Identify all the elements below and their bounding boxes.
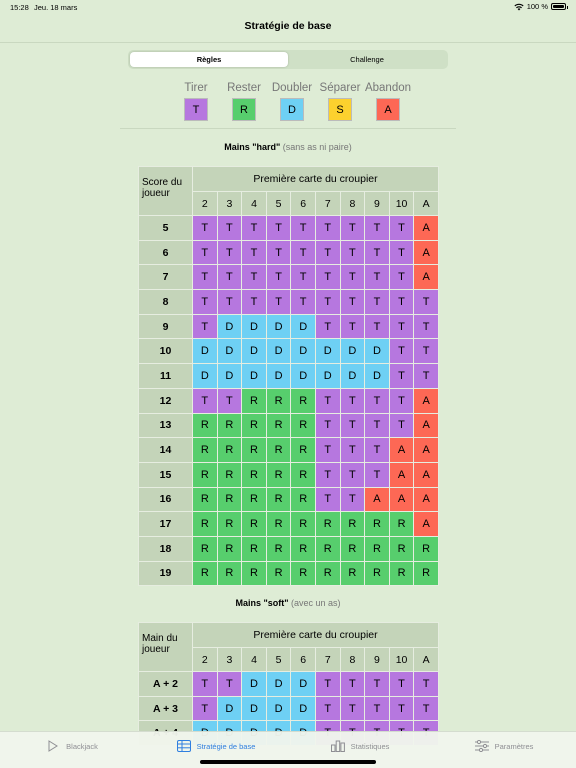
strategy-cell: R xyxy=(193,487,218,512)
sliders-icon xyxy=(475,740,489,752)
dealer-card-column: 5 xyxy=(266,648,291,672)
strategy-cell: T xyxy=(365,696,390,721)
strategy-cell: T xyxy=(340,438,365,463)
strategy-cell: A xyxy=(389,462,414,487)
table-row xyxy=(139,290,439,315)
strategy-cell: T xyxy=(315,487,340,512)
strategy-cell: A xyxy=(414,462,439,487)
strategy-cell: R xyxy=(291,438,316,463)
strategy-cell: R xyxy=(291,512,316,537)
strategy-cell: D xyxy=(291,696,316,721)
strategy-cell: T xyxy=(193,672,218,697)
strategy-cell: R xyxy=(217,413,242,438)
table-row xyxy=(139,364,439,389)
strategy-cell: A xyxy=(414,487,439,512)
strategy-cell: T xyxy=(193,388,218,413)
hard-subtitle: (sans as ni paire) xyxy=(282,142,352,152)
strategy-cell: D xyxy=(315,339,340,364)
legend-label: Rester xyxy=(227,82,261,94)
table-row xyxy=(139,339,439,364)
strategy-cell: R xyxy=(291,388,316,413)
strategy-cell: R xyxy=(291,561,316,586)
dealer-card-column: 6 xyxy=(291,192,316,216)
row-label: 17 xyxy=(139,512,193,537)
dealer-card-column: A xyxy=(414,192,439,216)
status-right xyxy=(514,2,566,11)
strategy-cell: T xyxy=(315,216,340,241)
strategy-cell: T xyxy=(315,265,340,290)
strategy-cell: D xyxy=(340,364,365,389)
dealer-card-column: 2 xyxy=(193,648,218,672)
strategy-cell: T xyxy=(340,696,365,721)
table-row xyxy=(139,462,439,487)
dealer-card-column: 2 xyxy=(193,192,218,216)
row-label: 7 xyxy=(139,265,193,290)
strategy-cell: T xyxy=(340,314,365,339)
table-row xyxy=(139,536,439,561)
mode-segmented-control xyxy=(128,50,448,69)
strategy-cell: D xyxy=(291,672,316,697)
strategy-cell: T xyxy=(340,240,365,265)
strategy-cell: D xyxy=(266,364,291,389)
strategy-cell: T xyxy=(217,240,242,265)
strategy-cell: R xyxy=(315,561,340,586)
strategy-cell: R xyxy=(291,462,316,487)
strategy-cell: T xyxy=(389,672,414,697)
strategy-cell: R xyxy=(242,561,267,586)
strategy-cell: T xyxy=(315,240,340,265)
soft-section-title xyxy=(0,598,576,608)
strategy-cell: T xyxy=(315,388,340,413)
strategy-cell: T xyxy=(389,364,414,389)
strategy-cell: T xyxy=(389,265,414,290)
strategy-cell: R xyxy=(242,438,267,463)
strategy-cell: A xyxy=(414,413,439,438)
strategy-cell: R xyxy=(193,536,218,561)
row-label: 9 xyxy=(139,314,193,339)
strategy-cell: T xyxy=(340,290,365,315)
strategy-cell: D xyxy=(266,696,291,721)
strategy-cell: T xyxy=(389,413,414,438)
strategy-cell: D xyxy=(365,339,390,364)
strategy-cell: T xyxy=(193,216,218,241)
strategy-cell: R xyxy=(291,487,316,512)
row-label: 10 xyxy=(139,339,193,364)
strategy-cell: T xyxy=(242,265,267,290)
table-row xyxy=(139,388,439,413)
strategy-cell: R xyxy=(340,512,365,537)
table-row xyxy=(139,696,439,721)
dealer-card-column: 3 xyxy=(217,648,242,672)
soft-strategy-table xyxy=(138,622,439,746)
table-row xyxy=(139,265,439,290)
strategy-cell: T xyxy=(365,672,390,697)
strategy-cell: T xyxy=(340,462,365,487)
strategy-cell: T xyxy=(389,240,414,265)
strategy-cell: T xyxy=(315,438,340,463)
tab-strategie[interactable] xyxy=(144,732,288,760)
strategy-cell: A xyxy=(414,438,439,463)
strategy-cell: D xyxy=(266,314,291,339)
strategy-cell: T xyxy=(365,462,390,487)
strategy-cell: T xyxy=(365,290,390,315)
strategy-cell: T xyxy=(340,672,365,697)
legend-separer xyxy=(316,82,364,121)
table-row xyxy=(139,216,439,241)
strategy-cell: D xyxy=(217,364,242,389)
strategy-cell: R xyxy=(242,512,267,537)
strategy-cell: T xyxy=(414,672,439,697)
dealer-card-column: 10 xyxy=(389,192,414,216)
table-row xyxy=(139,413,439,438)
strategy-cell: D xyxy=(242,364,267,389)
tab-label: Blackjack xyxy=(66,741,98,751)
strategy-cell: R xyxy=(340,536,365,561)
hard-strategy-table xyxy=(138,166,439,586)
battery-icon xyxy=(551,3,566,10)
strategy-cell: R xyxy=(217,536,242,561)
strategy-cell: T xyxy=(291,240,316,265)
strategy-cell: T xyxy=(217,672,242,697)
strategy-cell: D xyxy=(193,364,218,389)
page-title: Stratégie de base xyxy=(244,20,332,32)
strategy-cell: R xyxy=(217,561,242,586)
strategy-cell: T xyxy=(315,672,340,697)
strategy-cell: D xyxy=(291,339,316,364)
strategy-cell: R xyxy=(365,512,390,537)
table-row xyxy=(139,672,439,697)
strategy-cell: T xyxy=(365,413,390,438)
strategy-cell: D xyxy=(217,314,242,339)
strategy-cell: T xyxy=(414,314,439,339)
strategy-cell: R xyxy=(266,462,291,487)
strategy-cell: T xyxy=(340,487,365,512)
strategy-cell: T xyxy=(266,265,291,290)
strategy-cell: T xyxy=(365,438,390,463)
strategy-cell: R xyxy=(365,536,390,561)
strategy-cell: T xyxy=(389,339,414,364)
strategy-cell: R xyxy=(414,536,439,561)
strategy-cell: T xyxy=(217,216,242,241)
row-label: 13 xyxy=(139,413,193,438)
strategy-cell: T xyxy=(266,216,291,241)
wifi-icon xyxy=(514,3,524,11)
strategy-cell: A xyxy=(389,438,414,463)
strategy-cell: D xyxy=(217,339,242,364)
table-row xyxy=(139,512,439,537)
strategy-cell: R xyxy=(340,561,365,586)
strategy-cell: T xyxy=(389,314,414,339)
tab-statistiques[interactable] xyxy=(288,732,432,760)
strategy-cell: A xyxy=(365,487,390,512)
dealer-card-column: 3 xyxy=(217,192,242,216)
strategy-cell: R xyxy=(291,413,316,438)
strategy-cell: R xyxy=(266,388,291,413)
table-row xyxy=(139,487,439,512)
row-label: 6 xyxy=(139,240,193,265)
strategy-cell: T xyxy=(193,290,218,315)
dealer-card-column: 9 xyxy=(365,192,390,216)
strategy-cell: T xyxy=(291,290,316,315)
strategy-cell: T xyxy=(365,314,390,339)
play-icon xyxy=(46,740,60,752)
strategy-cell: D xyxy=(315,364,340,389)
dealer-card-column: 4 xyxy=(242,648,267,672)
strategy-cell: R xyxy=(291,536,316,561)
strategy-cell: T xyxy=(217,265,242,290)
strategy-cell: A xyxy=(414,388,439,413)
table-row xyxy=(139,561,439,586)
dealer-card-column: 9 xyxy=(365,648,390,672)
row-label: 8 xyxy=(139,290,193,315)
strategy-cell: D xyxy=(266,672,291,697)
strategy-cell: D xyxy=(217,696,242,721)
segment-regles[interactable]: Règles xyxy=(130,52,288,67)
strategy-cell: T xyxy=(365,265,390,290)
strategy-cell: R xyxy=(266,487,291,512)
row-label: 14 xyxy=(139,438,193,463)
dealer-card-column: 7 xyxy=(315,648,340,672)
table-row xyxy=(139,314,439,339)
strategy-cell: A xyxy=(414,240,439,265)
strategy-cell: T xyxy=(340,216,365,241)
strategy-cell: R xyxy=(242,388,267,413)
strategy-cell: T xyxy=(315,413,340,438)
action-legend xyxy=(172,82,412,121)
dealer-card-column: 4 xyxy=(242,192,267,216)
tab-label: Stratégie de base xyxy=(196,741,256,751)
strategy-cell: T xyxy=(389,696,414,721)
strategy-cell: R xyxy=(266,438,291,463)
strategy-cell: R xyxy=(193,438,218,463)
legend-swatch: T xyxy=(184,98,208,121)
dealer-card-header: Première carte du croupier xyxy=(193,167,439,192)
soft-title: Mains "soft" xyxy=(235,598,289,608)
table-corner-label: Main du joueur xyxy=(139,623,193,672)
strategy-cell: R xyxy=(315,512,340,537)
strategy-cell: T xyxy=(217,388,242,413)
strategy-cell: D xyxy=(193,339,218,364)
strategy-cell: R xyxy=(242,462,267,487)
strategy-cell: T xyxy=(291,216,316,241)
strategy-cell: T xyxy=(365,240,390,265)
battery-percent: 100 % xyxy=(526,2,548,11)
status-bar xyxy=(0,0,576,14)
strategy-cell: R xyxy=(315,536,340,561)
strategy-cell: D xyxy=(242,672,267,697)
strategy-cell: T xyxy=(291,265,316,290)
segment-challenge[interactable]: Challenge xyxy=(350,55,384,64)
row-label: 15 xyxy=(139,462,193,487)
strategy-cell: T xyxy=(414,339,439,364)
strategy-cell: T xyxy=(315,314,340,339)
nav-divider xyxy=(0,42,576,43)
strategy-cell: T xyxy=(266,240,291,265)
bar-chart-icon xyxy=(331,740,345,752)
strategy-cell: T xyxy=(193,240,218,265)
legend-swatch: R xyxy=(232,98,256,121)
strategy-cell: R xyxy=(193,413,218,438)
tab-blackjack[interactable] xyxy=(0,732,144,760)
tab-label: Paramètres xyxy=(494,741,534,751)
home-indicator xyxy=(200,760,376,764)
row-label: 16 xyxy=(139,487,193,512)
hard-section-title xyxy=(0,142,576,152)
strategy-cell: T xyxy=(315,462,340,487)
tab-parametres[interactable] xyxy=(432,732,576,760)
legend-label: Séparer xyxy=(319,82,361,94)
strategy-cell: A xyxy=(414,512,439,537)
row-label: 19 xyxy=(139,561,193,586)
tab-label: Statistiques xyxy=(350,741,390,751)
legend-tirer xyxy=(172,82,220,121)
strategy-cell: R xyxy=(217,512,242,537)
row-label: 5 xyxy=(139,216,193,241)
dealer-card-column: 7 xyxy=(315,192,340,216)
dealer-card-column: 5 xyxy=(266,192,291,216)
strategy-cell: R xyxy=(242,413,267,438)
strategy-cell: R xyxy=(389,536,414,561)
status-date: Jeu. 18 mars xyxy=(34,3,78,12)
strategy-cell: R xyxy=(193,561,218,586)
dealer-card-column: 8 xyxy=(340,648,365,672)
legend-doubler xyxy=(268,82,316,121)
strategy-cell: D xyxy=(291,314,316,339)
strategy-cell: R xyxy=(365,561,390,586)
dealer-card-header: Première carte du croupier xyxy=(193,623,439,648)
strategy-cell: D xyxy=(242,339,267,364)
strategy-cell: A xyxy=(389,487,414,512)
legend-label: Tirer xyxy=(184,82,208,94)
strategy-cell: T xyxy=(242,290,267,315)
strategy-cell: R xyxy=(266,512,291,537)
hard-title: Mains "hard" xyxy=(224,142,281,152)
strategy-cell: R xyxy=(193,462,218,487)
strategy-cell: T xyxy=(365,388,390,413)
strategy-cell: T xyxy=(217,290,242,315)
strategy-cell: T xyxy=(340,265,365,290)
strategy-cell: T xyxy=(414,290,439,315)
legend-divider xyxy=(120,128,456,129)
strategy-cell: R xyxy=(266,536,291,561)
table-icon xyxy=(177,740,191,752)
table-row xyxy=(139,438,439,463)
strategy-cell: R xyxy=(266,413,291,438)
legend-label: Abandon xyxy=(364,82,412,94)
legend-label: Doubler xyxy=(271,82,313,94)
strategy-cell: R xyxy=(242,487,267,512)
strategy-cell: R xyxy=(414,561,439,586)
strategy-cell: T xyxy=(242,240,267,265)
strategy-cell: T xyxy=(315,696,340,721)
strategy-cell: D xyxy=(242,696,267,721)
strategy-cell: A xyxy=(414,265,439,290)
strategy-cell: R xyxy=(266,561,291,586)
strategy-cell: R xyxy=(217,487,242,512)
row-label: A + 3 xyxy=(139,696,193,721)
legend-swatch: A xyxy=(376,98,400,121)
strategy-cell: D xyxy=(242,314,267,339)
dealer-card-column: 6 xyxy=(291,648,316,672)
legend-rester xyxy=(220,82,268,121)
strategy-cell: R xyxy=(217,462,242,487)
strategy-cell: T xyxy=(414,364,439,389)
strategy-cell: T xyxy=(315,290,340,315)
strategy-cell: D xyxy=(291,364,316,389)
dealer-card-column: A xyxy=(414,648,439,672)
strategy-cell: T xyxy=(340,388,365,413)
strategy-cell: T xyxy=(389,290,414,315)
strategy-cell: T xyxy=(266,290,291,315)
row-label: 11 xyxy=(139,364,193,389)
strategy-cell: D xyxy=(365,364,390,389)
strategy-cell: R xyxy=(389,561,414,586)
row-label: 12 xyxy=(139,388,193,413)
strategy-cell: T xyxy=(389,216,414,241)
row-label: A + 2 xyxy=(139,672,193,697)
legend-abandon xyxy=(364,82,412,121)
strategy-cell: T xyxy=(193,314,218,339)
strategy-cell: R xyxy=(217,438,242,463)
strategy-cell: T xyxy=(389,388,414,413)
strategy-cell: R xyxy=(389,512,414,537)
strategy-cell: R xyxy=(193,512,218,537)
soft-subtitle: (avec un as) xyxy=(291,598,341,608)
strategy-cell: D xyxy=(266,339,291,364)
dealer-card-column: 8 xyxy=(340,192,365,216)
legend-swatch: D xyxy=(280,98,304,121)
strategy-cell: D xyxy=(340,339,365,364)
strategy-cell: A xyxy=(414,216,439,241)
dealer-card-column: 10 xyxy=(389,648,414,672)
strategy-cell: T xyxy=(340,413,365,438)
strategy-cell: T xyxy=(414,696,439,721)
status-time: 15:28 xyxy=(10,3,29,12)
table-row xyxy=(139,240,439,265)
strategy-cell: T xyxy=(365,216,390,241)
strategy-cell: T xyxy=(242,216,267,241)
strategy-cell: R xyxy=(242,536,267,561)
strategy-cell: T xyxy=(193,696,218,721)
table-corner-label: Score du joueur xyxy=(139,167,193,216)
strategy-cell: T xyxy=(193,265,218,290)
legend-swatch: S xyxy=(328,98,352,121)
row-label: 18 xyxy=(139,536,193,561)
